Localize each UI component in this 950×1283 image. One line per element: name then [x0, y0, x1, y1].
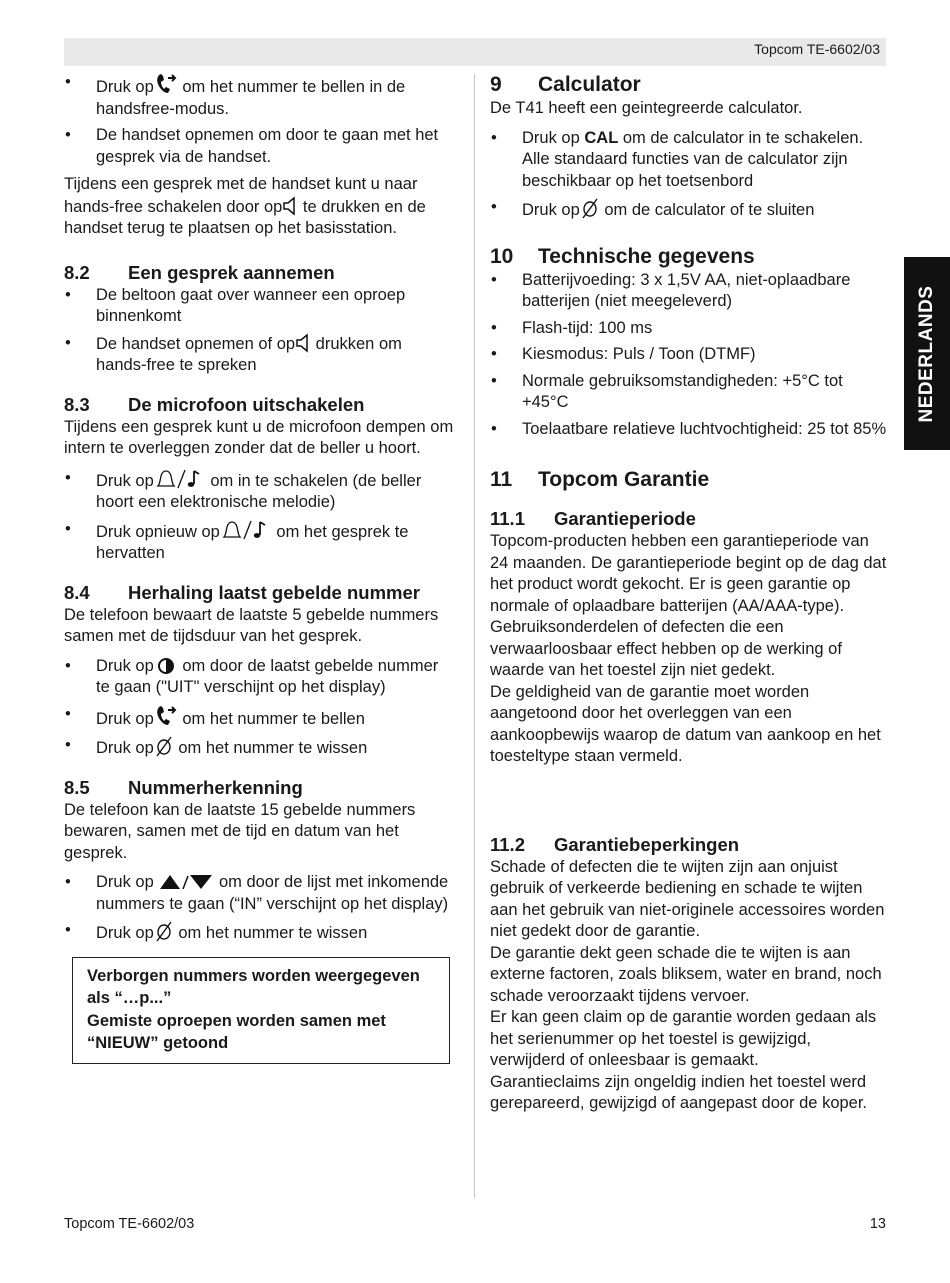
intro-paragraph: Tijdens een gesprek met de handset kunt u naar hands-free schakelen door op te drukken en de handset terug te plaatsen op het basisstation. — [64, 175, 426, 237]
right-column — [490, 70, 888, 1115]
section-heading-11: 11 Topcom Garantie — [490, 468, 710, 491]
note-box — [72, 957, 450, 1064]
page-header-bar — [64, 38, 886, 66]
list-item: • De beltoon gaat over wanneer een oproep binnenkomt — [64, 285, 456, 328]
page-number: 13 — [869, 1216, 886, 1232]
list-item: • Druk op om het nummer te wissen — [64, 735, 456, 760]
section-heading-11-1: 11.1 Garantieperiode — [490, 508, 696, 529]
section-8-3-paragraph: Tijdens een gesprek kunt u de microfoon dempen om intern te overleggen zonder dat de beller u hoort. — [64, 417, 454, 457]
list-item: • Druk op om het nummer te bellen in de handsfree-modus. — [64, 72, 456, 120]
bell-mute-icon — [220, 519, 272, 541]
bell-mute-icon — [154, 468, 206, 490]
list-item: • Toelaatbare relatieve luchtvochtigheid: 25 tot 85% — [490, 419, 888, 441]
section-heading-9: 9 Calculator — [490, 73, 641, 96]
header-model: Topcom TE-6602/03 — [754, 41, 880, 57]
section-11-2-paragraph-2: De garantie dekt geen schade die te wijten is aan externe factoren, zoals bliksem, water en brand, noch schade veroorzaakt tijdens vervoer. — [490, 943, 882, 1005]
section-11-2-paragraph-1: Schade of defecten die te wijten zijn aan onjuist gebruik of verkeerde bediening en schade te wijten aan het gebruik van niet-originele accessoires worden niet gedekt door de garantie. — [490, 857, 885, 940]
list-item: • Druk op om in te schakelen (de beller hoort een elektronische melodie) — [64, 468, 456, 514]
footer-model: Topcom TE-6602/03 — [64, 1216, 195, 1232]
section-10-list — [490, 270, 888, 441]
section-heading-10: 10 Technische gegevens — [490, 244, 755, 268]
speaker-icon — [282, 196, 298, 216]
column-divider — [474, 74, 475, 1198]
intro-bullet-list — [64, 72, 456, 168]
section-8-2-list — [64, 285, 456, 377]
redial-icon — [154, 657, 178, 675]
delete-icon — [580, 197, 600, 219]
list-item: • Druk op om de calculator of te sluiten — [490, 197, 888, 222]
section-9-list — [490, 128, 888, 222]
language-side-tab — [904, 257, 950, 450]
list-item: • Kiesmodus: Puls / Toon (DTMF) — [490, 344, 888, 366]
section-11-1-paragraph-1: Topcom-producten hebben een garantieperiode van 24 maanden. De garantieperiode begint op de dag dat het product wordt gekocht. Er is geen garantie op normale of oplaadbare batterijen (AA/AAA-type). Gebruiksonderdelen of defecten die een verwaarloosbaar effect hebben op de werking of waarde van het toestel zijn niet gedekt. — [490, 532, 887, 679]
list-item: • Flash-tijd: 100 ms — [490, 318, 888, 340]
section-8-4-paragraph: De telefoon bewaart de laatste 5 gebelde nummers samen met de tijdsduur van het gesprek. — [64, 605, 439, 645]
section-9-paragraph: De T41 heeft een geintegreerde calculator. — [490, 99, 803, 117]
note-line-missed-calls: Gemiste oproepen worden samen met “NIEUW” getoond — [87, 1011, 386, 1052]
note-line-hidden-numbers: Verborgen nummers worden weergegeven als “…p...” — [87, 966, 420, 1007]
list-item: • De handset opnemen of op drukken om hands-free te spreken — [64, 333, 456, 377]
section-8-5-list — [64, 872, 456, 945]
list-item: • Batterijvoeding: 3 x 1,5V AA, niet-oplaadbare batterijen (niet meegeleverd) — [490, 270, 888, 313]
cal-key-label: CAL — [584, 128, 619, 147]
section-11-2-paragraph-4: Garantieclaims zijn ongeldig indien het toestel werd gerepareerd, gewijzigd of aangepast door de koper. — [490, 1072, 868, 1112]
list-item: • Druk op om door de laatst gebelde nummer te gaan ("UIT" verschijnt op het display) — [64, 656, 456, 699]
section-heading-8-4: 8.4 Herhaling laatst gebelde nummer — [64, 581, 420, 603]
section-heading-8-5: 8.5 Nummerherkenning — [64, 776, 303, 798]
section-8-5-paragraph: De telefoon kan de laatste 15 gebelde nummers bewaren, samen met de tijd en datum van het gesprek. — [64, 800, 416, 862]
list-item: • Druk opnieuw op om het gesprek te hervatten — [64, 519, 456, 565]
delete-icon — [154, 920, 174, 942]
language-label: NEDERLANDS — [916, 285, 937, 422]
section-11-2-paragraph-3: Er kan geen claim op de garantie worden gedaan als het serienummer op het toestel is gewijzigd, verwijderd of onleesbaar is gemaakt. — [490, 1008, 877, 1069]
handsfree-call-icon — [154, 72, 178, 96]
list-item: • Druk op om het nummer te bellen — [64, 704, 456, 731]
left-column — [64, 70, 456, 1064]
list-item: • Druk op om het nummer te wissen — [64, 920, 456, 945]
handsfree-call-icon — [154, 704, 178, 728]
section-heading-8-2: 8.2 Een gesprek aannemen — [64, 261, 335, 283]
list-item: • Druk op om door de lijst met inkomende nummers te gaan (“IN” verschijnt op het display) — [64, 872, 456, 915]
section-8-4-list — [64, 656, 456, 760]
delete-icon — [154, 735, 174, 757]
section-heading-8-3: 8.3 De microfoon uitschakelen — [64, 393, 365, 415]
up-down-arrows-icon — [158, 873, 214, 891]
section-8-3-list — [64, 468, 456, 565]
section-heading-11-2: 11.2 Garantiebeperkingen — [490, 833, 740, 855]
section-11-1-paragraph-2: De geldigheid van de garantie moet worden aangetoond door het overleggen van een aankoopbewijs waarop de datum van aankoop en het toesteltype staan vermeld. — [490, 682, 881, 765]
list-item: • De handset opnemen om door te gaan met het gesprek via de handset. — [64, 125, 456, 168]
list-item: • Normale gebruiksomstandigheden: +5°C tot +45°C — [490, 371, 888, 414]
list-item: • Druk op CAL om de calculator in te schakelen. Alle standaard functies van de calculator zijn beschikbaar op het toetsenbord — [490, 128, 888, 193]
speaker-icon — [295, 333, 311, 353]
